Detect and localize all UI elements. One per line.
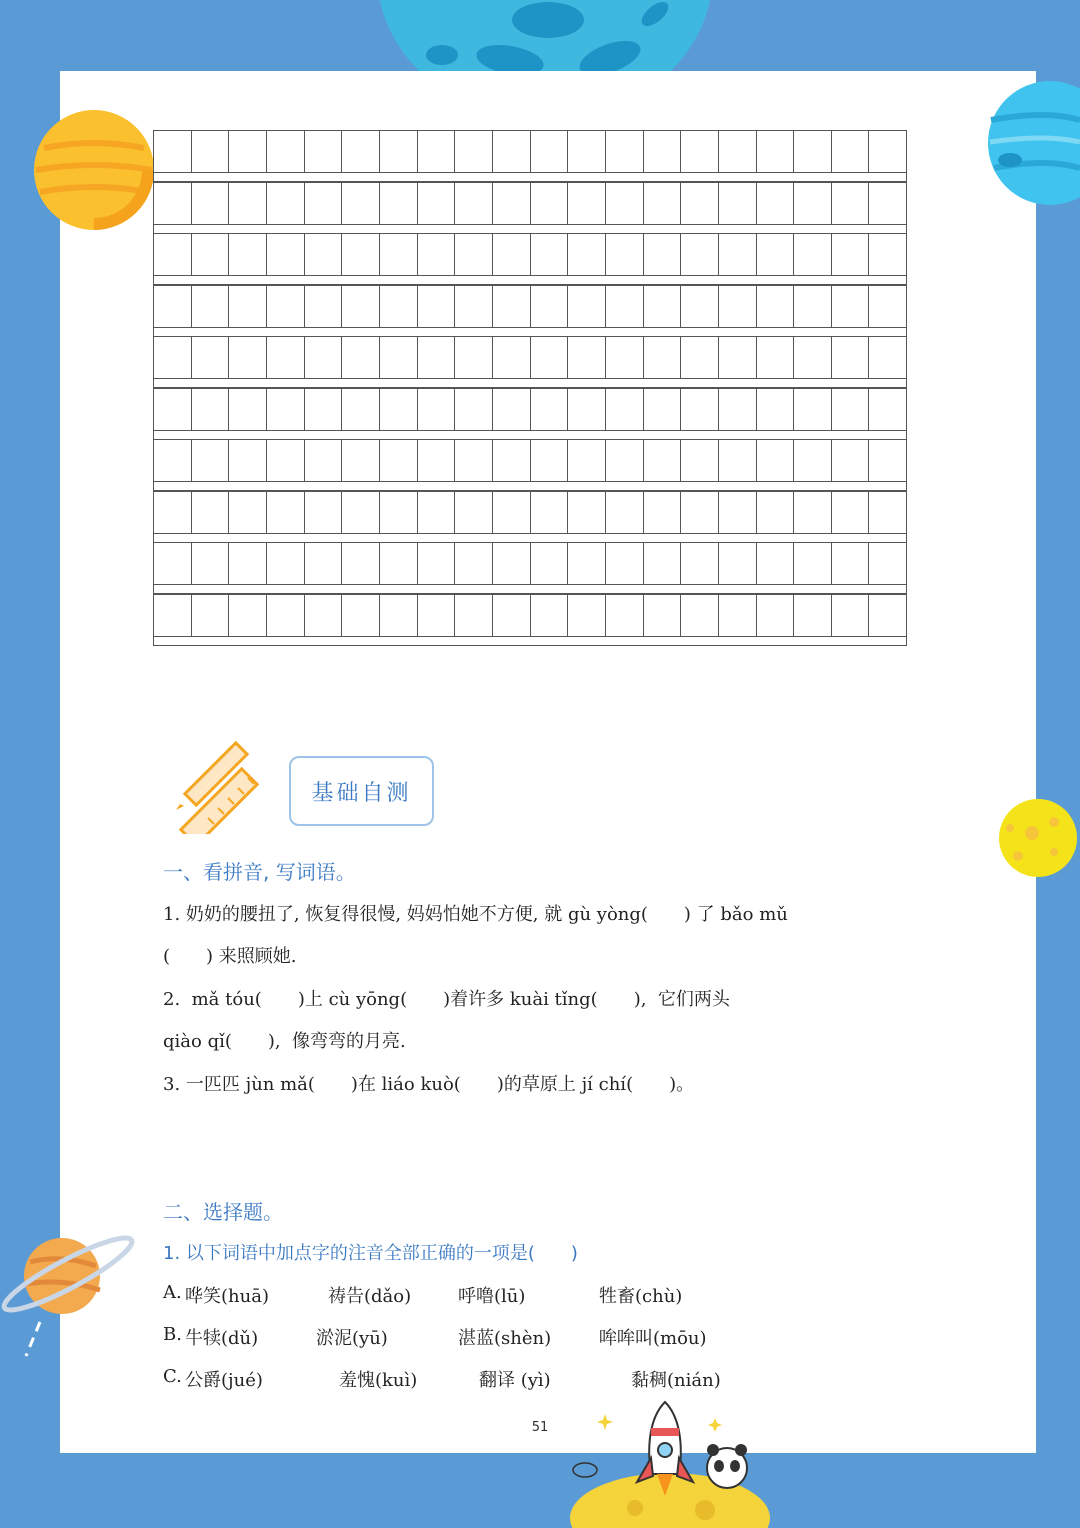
grid-cell[interactable] xyxy=(493,131,531,173)
option-item: 湛蓝(shèn) xyxy=(458,1328,552,1349)
grid-cell[interactable] xyxy=(305,286,343,328)
grid-cell[interactable] xyxy=(418,543,456,585)
grid-cell[interactable] xyxy=(644,595,682,637)
grid-cell[interactable] xyxy=(342,389,380,431)
grid-row xyxy=(153,233,907,285)
grid-cell[interactable] xyxy=(531,131,569,173)
grid-cell[interactable] xyxy=(531,337,569,379)
grid-cell[interactable] xyxy=(531,286,569,328)
grid-cell[interactable] xyxy=(531,440,569,482)
grid-cell[interactable] xyxy=(380,389,418,431)
option-label: C. xyxy=(163,1366,182,1387)
grid-cell[interactable] xyxy=(757,234,795,276)
grid-cell[interactable] xyxy=(418,492,456,534)
grid-cell[interactable] xyxy=(154,131,192,173)
grid-cell[interactable] xyxy=(869,440,906,482)
grid-cell[interactable] xyxy=(719,337,757,379)
option-row-b xyxy=(163,1324,803,1350)
grid-cell[interactable] xyxy=(832,492,870,534)
grid-cell[interactable] xyxy=(267,543,305,585)
grid-cell[interactable] xyxy=(192,286,230,328)
grid-cell[interactable] xyxy=(606,234,644,276)
grid-cell[interactable] xyxy=(342,286,380,328)
grid-cell[interactable] xyxy=(192,183,230,225)
grid-row xyxy=(153,182,907,234)
grid-cell[interactable] xyxy=(606,389,644,431)
option-row-c xyxy=(163,1366,803,1392)
grid-cell[interactable] xyxy=(757,286,795,328)
grid-cell[interactable] xyxy=(493,337,531,379)
grid-cell[interactable] xyxy=(681,389,719,431)
grid-cell[interactable] xyxy=(531,234,569,276)
pencil-ruler-icon xyxy=(172,738,272,834)
grid-cell[interactable] xyxy=(681,286,719,328)
grid-cell[interactable] xyxy=(719,440,757,482)
grid-cell[interactable] xyxy=(531,595,569,637)
option-item: 祷告(dǎo) xyxy=(328,1286,412,1307)
grid-cell[interactable] xyxy=(681,595,719,637)
option-item: 公爵(jué) xyxy=(185,1370,263,1391)
grid-cell[interactable] xyxy=(832,440,870,482)
grid-cell[interactable] xyxy=(832,183,870,225)
grid-cell[interactable] xyxy=(757,440,795,482)
grid-cell[interactable] xyxy=(267,183,305,225)
grid-cell[interactable] xyxy=(229,440,267,482)
grid-cell[interactable] xyxy=(305,234,343,276)
option-item: 黏稠(nián) xyxy=(631,1370,721,1391)
grid-cell[interactable] xyxy=(192,234,230,276)
grid-cell[interactable] xyxy=(869,131,906,173)
option-item: 翻译 (yì) xyxy=(479,1370,551,1391)
option-label: A. xyxy=(163,1282,182,1303)
grid-cell[interactable] xyxy=(644,543,682,585)
grid-cell[interactable] xyxy=(681,131,719,173)
grid-cell[interactable] xyxy=(719,286,757,328)
grid-cell[interactable] xyxy=(531,543,569,585)
grid-cell[interactable] xyxy=(342,595,380,637)
grid-cell[interactable] xyxy=(531,183,569,225)
grid-cell[interactable] xyxy=(644,286,682,328)
option-item: 哞哞叫(mōu) xyxy=(599,1328,707,1349)
grid-cell[interactable] xyxy=(869,183,906,225)
grid-cell[interactable] xyxy=(229,543,267,585)
grid-cell[interactable] xyxy=(380,492,418,534)
grid-cell[interactable] xyxy=(493,234,531,276)
grid-cell[interactable] xyxy=(342,234,380,276)
grid-cell[interactable] xyxy=(681,492,719,534)
grid-cell[interactable] xyxy=(154,389,192,431)
grid-cell[interactable] xyxy=(794,440,832,482)
grid-cell[interactable] xyxy=(681,440,719,482)
grid-cell[interactable] xyxy=(606,183,644,225)
saturn-planet-icon xyxy=(0,1232,140,1362)
grid-row xyxy=(153,285,907,337)
grid-cell[interactable] xyxy=(644,389,682,431)
grid-cell[interactable] xyxy=(832,595,870,637)
grid-cell[interactable] xyxy=(832,131,870,173)
grid-cell[interactable] xyxy=(719,492,757,534)
grid-cell[interactable] xyxy=(606,131,644,173)
grid-cell[interactable] xyxy=(644,131,682,173)
grid-cell[interactable] xyxy=(531,492,569,534)
option-item: 羞愧(kuì) xyxy=(339,1370,418,1391)
grid-cell[interactable] xyxy=(531,389,569,431)
grid-cell[interactable] xyxy=(154,337,192,379)
grid-cell[interactable] xyxy=(719,543,757,585)
grid-cell[interactable] xyxy=(757,131,795,173)
section-2-heading: 二、选择题。 xyxy=(163,1200,283,1224)
option-item: 哗笑(huā) xyxy=(185,1286,269,1307)
grid-cell[interactable] xyxy=(154,440,192,482)
grid-cell[interactable] xyxy=(305,543,343,585)
grid-cell[interactable] xyxy=(192,492,230,534)
grid-cell[interactable] xyxy=(305,440,343,482)
grid-cell[interactable] xyxy=(493,286,531,328)
grid-row xyxy=(153,439,907,491)
grid-cell[interactable] xyxy=(267,595,305,637)
grid-cell[interactable] xyxy=(869,389,906,431)
grid-cell[interactable] xyxy=(869,543,906,585)
grid-cell[interactable] xyxy=(267,389,305,431)
grid-cell[interactable] xyxy=(418,286,456,328)
grid-cell[interactable] xyxy=(869,286,906,328)
grid-cell[interactable] xyxy=(493,492,531,534)
grid-cell[interactable] xyxy=(757,337,795,379)
grid-cell[interactable] xyxy=(606,286,644,328)
grid-cell[interactable] xyxy=(380,183,418,225)
grid-cell[interactable] xyxy=(568,389,606,431)
grid-cell[interactable] xyxy=(681,337,719,379)
grid-cell[interactable] xyxy=(455,492,493,534)
grid-cell[interactable] xyxy=(305,337,343,379)
grid-cell[interactable] xyxy=(493,183,531,225)
grid-cell[interactable] xyxy=(757,543,795,585)
grid-cell[interactable] xyxy=(229,595,267,637)
grid-cell[interactable] xyxy=(757,492,795,534)
grid-cell[interactable] xyxy=(794,286,832,328)
grid-cell[interactable] xyxy=(342,337,380,379)
grid-cell[interactable] xyxy=(229,131,267,173)
grid-cell[interactable] xyxy=(568,183,606,225)
grid-cell[interactable] xyxy=(794,492,832,534)
grid-cell[interactable] xyxy=(681,234,719,276)
grid-cell[interactable] xyxy=(418,440,456,482)
grid-cell[interactable] xyxy=(568,234,606,276)
section-1-heading: 一、看拼音, 写词语。 xyxy=(163,860,356,884)
grid-cell[interactable] xyxy=(606,492,644,534)
grid-cell[interactable] xyxy=(455,389,493,431)
grid-cell[interactable] xyxy=(832,389,870,431)
grid-cell[interactable] xyxy=(493,440,531,482)
grid-cell[interactable] xyxy=(455,234,493,276)
question-1-line-1: 1. 奶奶的腰扭了, 恢复得很慢, 妈妈怕她不方便, 就 gù yòng( ) 了 bǎo mǔ xyxy=(163,904,788,925)
grid-cell[interactable] xyxy=(229,286,267,328)
grid-cell[interactable] xyxy=(606,337,644,379)
grid-cell[interactable] xyxy=(418,131,456,173)
grid-cell[interactable] xyxy=(644,492,682,534)
option-item: 呼噜(lū) xyxy=(458,1286,526,1307)
grid-cell[interactable] xyxy=(192,131,230,173)
grid-cell[interactable] xyxy=(342,543,380,585)
grid-cell[interactable] xyxy=(869,234,906,276)
choice-question-prompt: 1. 以下词语中加点字的注音全部正确的一项是( ) xyxy=(163,1243,578,1264)
grid-cell[interactable] xyxy=(644,234,682,276)
grid-cell[interactable] xyxy=(342,492,380,534)
orange-planet-icon xyxy=(32,108,156,232)
grid-cell[interactable] xyxy=(568,131,606,173)
grid-cell[interactable] xyxy=(154,543,192,585)
grid-cell[interactable] xyxy=(719,595,757,637)
grid-cell[interactable] xyxy=(154,286,192,328)
grid-cell[interactable] xyxy=(455,286,493,328)
grid-cell[interactable] xyxy=(493,595,531,637)
grid-cell[interactable] xyxy=(719,183,757,225)
option-item: 牲畜(chù) xyxy=(599,1286,683,1307)
grid-cell[interactable] xyxy=(305,389,343,431)
grid-row xyxy=(153,542,907,594)
grid-cell[interactable] xyxy=(267,492,305,534)
grid-cell[interactable] xyxy=(192,543,230,585)
grid-cell[interactable] xyxy=(568,543,606,585)
grid-cell[interactable] xyxy=(832,286,870,328)
grid-row xyxy=(153,130,907,182)
grid-cell[interactable] xyxy=(192,337,230,379)
grid-cell[interactable] xyxy=(192,440,230,482)
grid-cell[interactable] xyxy=(267,234,305,276)
option-item: 淤泥(yū) xyxy=(316,1328,388,1349)
grid-cell[interactable] xyxy=(794,337,832,379)
grid-cell[interactable] xyxy=(229,183,267,225)
grid-cell[interactable] xyxy=(342,183,380,225)
grid-cell[interactable] xyxy=(757,595,795,637)
grid-cell[interactable] xyxy=(267,440,305,482)
grid-cell[interactable] xyxy=(455,440,493,482)
grid-cell[interactable] xyxy=(493,389,531,431)
question-3-line-1: 3. 一匹匹 jùn mǎ( )在 liáo kuò( )的草原上 jí chí( )。 xyxy=(163,1074,695,1095)
grid-cell[interactable] xyxy=(644,183,682,225)
grid-row xyxy=(153,491,907,543)
section-badge-label: 基础自测 xyxy=(311,780,412,806)
grid-cell[interactable] xyxy=(418,595,456,637)
grid-cell[interactable] xyxy=(568,286,606,328)
grid-cell[interactable] xyxy=(644,440,682,482)
grid-cell[interactable] xyxy=(568,337,606,379)
grid-cell[interactable] xyxy=(305,131,343,173)
grid-cell[interactable] xyxy=(606,595,644,637)
grid-cell[interactable] xyxy=(606,440,644,482)
grid-cell[interactable] xyxy=(455,183,493,225)
grid-cell[interactable] xyxy=(418,337,456,379)
grid-cell[interactable] xyxy=(794,131,832,173)
grid-cell[interactable] xyxy=(192,595,230,637)
grid-row xyxy=(153,336,907,388)
grid-cell[interactable] xyxy=(418,183,456,225)
grid-cell[interactable] xyxy=(154,595,192,637)
grid-cell[interactable] xyxy=(192,389,230,431)
section-badge xyxy=(289,756,434,826)
question-1-line-2: ( ) 来照顾她. xyxy=(163,946,297,967)
grid-cell[interactable] xyxy=(493,543,531,585)
grid-cell[interactable] xyxy=(681,183,719,225)
grid-cell[interactable] xyxy=(380,440,418,482)
grid-cell[interactable] xyxy=(869,337,906,379)
option-item: 牛犊(dǔ) xyxy=(185,1328,259,1349)
grid-cell[interactable] xyxy=(380,595,418,637)
grid-cell[interactable] xyxy=(305,492,343,534)
grid-cell[interactable] xyxy=(869,492,906,534)
grid-cell[interactable] xyxy=(455,543,493,585)
grid-cell[interactable] xyxy=(794,595,832,637)
grid-cell[interactable] xyxy=(154,492,192,534)
option-label: B. xyxy=(163,1324,182,1345)
grid-cell[interactable] xyxy=(455,337,493,379)
grid-cell[interactable] xyxy=(832,234,870,276)
grid-cell[interactable] xyxy=(794,183,832,225)
grid-cell[interactable] xyxy=(229,234,267,276)
grid-cell[interactable] xyxy=(606,543,644,585)
grid-cell[interactable] xyxy=(229,492,267,534)
grid-cell[interactable] xyxy=(719,234,757,276)
grid-cell[interactable] xyxy=(267,337,305,379)
grid-cell[interactable] xyxy=(832,543,870,585)
yellow-moon-icon xyxy=(996,798,1080,878)
grid-cell[interactable] xyxy=(305,595,343,637)
grid-cell[interactable] xyxy=(380,337,418,379)
grid-cell[interactable] xyxy=(455,131,493,173)
grid-cell[interactable] xyxy=(869,595,906,637)
grid-cell[interactable] xyxy=(757,389,795,431)
grid-cell[interactable] xyxy=(154,234,192,276)
grid-cell[interactable] xyxy=(719,131,757,173)
page-number: 51 xyxy=(531,1420,549,1435)
blue-planet-icon xyxy=(986,80,1080,206)
option-row-a xyxy=(163,1282,803,1308)
grid-cell[interactable] xyxy=(305,183,343,225)
grid-cell[interactable] xyxy=(342,440,380,482)
grid-row xyxy=(153,594,907,646)
grid-cell[interactable] xyxy=(418,389,456,431)
grid-cell[interactable] xyxy=(267,131,305,173)
grid-row xyxy=(153,388,907,440)
grid-cell[interactable] xyxy=(267,286,305,328)
grid-cell[interactable] xyxy=(380,131,418,173)
grid-cell[interactable] xyxy=(154,183,192,225)
grid-cell[interactable] xyxy=(757,183,795,225)
question-2-line-1: 2. mǎ tóu( )上 cù yōng( )着许多 kuài tǐng( ), 它们两头 xyxy=(163,989,730,1010)
grid-cell[interactable] xyxy=(832,337,870,379)
question-2-line-2: qiào qǐ( ), 像弯弯的月亮. xyxy=(163,1031,406,1052)
grid-cell[interactable] xyxy=(342,131,380,173)
grid-cell[interactable] xyxy=(455,595,493,637)
grid-cell[interactable] xyxy=(794,234,832,276)
rocket-moon-illustration-icon xyxy=(565,1398,770,1528)
grid-cell[interactable] xyxy=(229,337,267,379)
grid-cell[interactable] xyxy=(418,234,456,276)
grid-cell[interactable] xyxy=(380,286,418,328)
grid-cell[interactable] xyxy=(229,389,267,431)
grid-cell[interactable] xyxy=(681,543,719,585)
grid-cell[interactable] xyxy=(794,543,832,585)
grid-cell[interactable] xyxy=(719,389,757,431)
grid-cell[interactable] xyxy=(568,440,606,482)
grid-cell[interactable] xyxy=(794,389,832,431)
grid-cell[interactable] xyxy=(380,543,418,585)
grid-cell[interactable] xyxy=(380,234,418,276)
grid-cell[interactable] xyxy=(568,595,606,637)
grid-cell[interactable] xyxy=(644,337,682,379)
grid-cell[interactable] xyxy=(568,492,606,534)
